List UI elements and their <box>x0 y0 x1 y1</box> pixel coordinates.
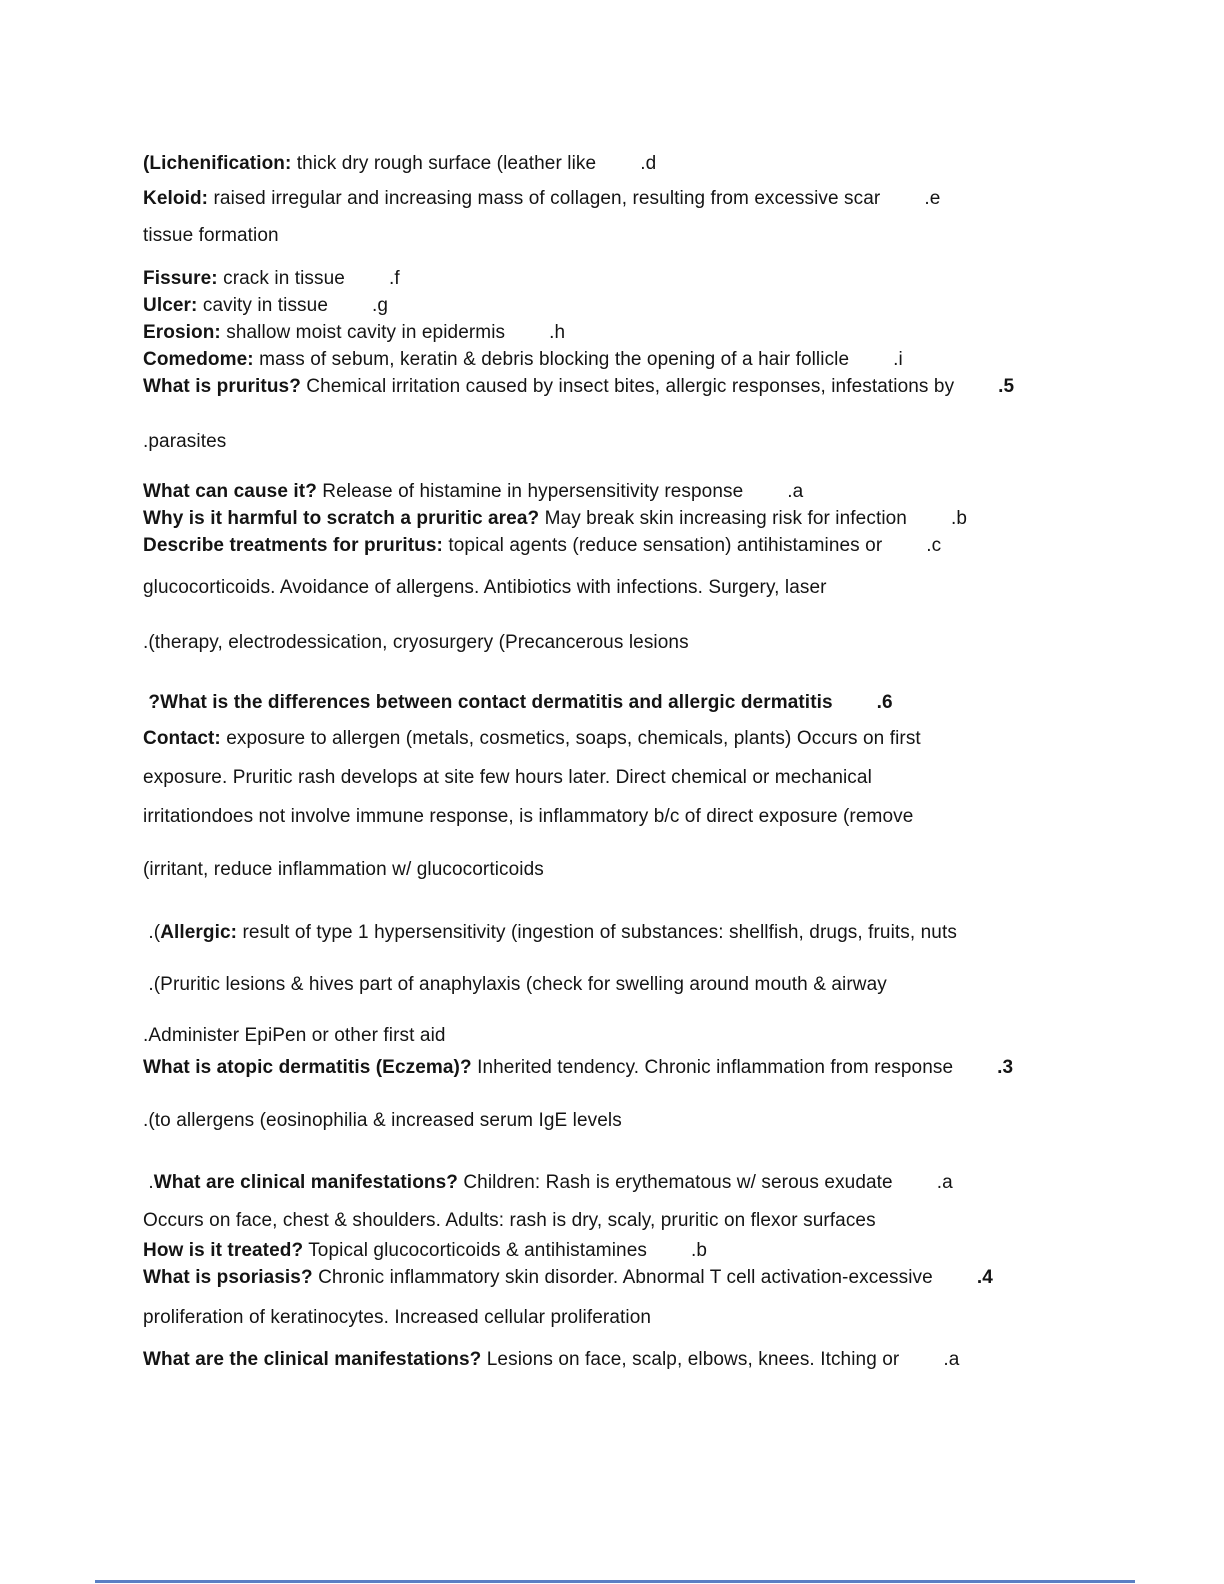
body-text: .(to allergens (eosinophilia & increased serum IgE levels <box>143 1110 622 1131</box>
body-text: thick dry rough surface (leather like <box>291 153 597 174</box>
bold-term: What is psoriasis? <box>143 1267 313 1288</box>
text-line <box>143 346 1134 373</box>
body-text: .( <box>143 922 161 943</box>
list-marker: .6 <box>876 692 893 713</box>
text-line <box>143 319 1134 346</box>
text-line <box>143 428 1134 455</box>
bold-term: What are clinical manifestations? <box>153 1172 458 1193</box>
bold-term: Allergic: <box>160 922 238 943</box>
body-text: exposure. Pruritic rash develops at site few hours later. Direct chemical or mechanical <box>143 767 872 788</box>
text-line <box>143 971 1134 998</box>
list-marker: .i <box>893 349 903 370</box>
text-line <box>143 1304 1134 1331</box>
list-marker: .f <box>388 268 400 289</box>
list-marker: .5 <box>998 376 1015 397</box>
body-text: topical agents (reduce sensation) antihistamines or <box>442 535 883 556</box>
text-line <box>143 265 1134 292</box>
text-line <box>143 1346 1134 1373</box>
body-text: Occurs on face, chest & shoulders. Adults: rash is dry, scaly, pruritic on flexor surfaces <box>143 1210 876 1231</box>
bold-term: Erosion: <box>143 322 221 343</box>
text-line <box>143 764 1134 791</box>
list-marker: .b <box>690 1240 708 1261</box>
list-marker: .e <box>924 188 941 209</box>
text-line <box>143 505 1134 532</box>
body-text: .(therapy, electrodessication, cryosurgery (Precancerous lesions <box>143 632 689 653</box>
bold-term: Ulcer: <box>143 295 198 316</box>
text-line <box>143 629 1134 656</box>
body-text: glucocorticoids. Avoidance of allergens. Antibiotics with infections. Surgery, laser <box>143 577 827 598</box>
bold-term: Contact: <box>143 728 221 749</box>
bold-term: What is pruritus? <box>143 376 301 397</box>
body-text: mass of sebum, keratin & debris blocking the opening of a hair follicle <box>253 349 850 370</box>
bold-term: Fissure: <box>143 268 218 289</box>
text-line <box>143 919 1134 946</box>
list-marker: .d <box>640 153 657 174</box>
list-marker: .a <box>787 481 804 502</box>
body-text: .Administer EpiPen or other first aid <box>143 1025 446 1046</box>
body-text: exposure to allergen (metals, cosmetics, soaps, chemicals, plants) Occurs on first <box>220 728 921 749</box>
text-line <box>143 1022 1134 1049</box>
bold-term: (Lichenification: <box>143 153 292 174</box>
list-marker: .3 <box>997 1057 1014 1078</box>
text-line <box>143 373 1134 400</box>
body-text: .(Pruritic lesions & hives part of anaphylaxis (check for swelling around mouth & airway <box>143 974 887 995</box>
text-line <box>143 1054 1134 1081</box>
body-text: tissue formation <box>143 225 279 246</box>
body-text: raised irregular and increasing mass of collagen, resulting from excessive scar <box>208 188 881 209</box>
text-line <box>143 478 1134 505</box>
text-line <box>143 292 1134 319</box>
bold-term: What can cause it? <box>143 481 317 502</box>
text-line <box>143 725 1134 752</box>
body-text: . <box>143 1172 154 1193</box>
body-text: (irritant, reduce inflammation w/ glucocorticoids <box>143 859 544 880</box>
text-line <box>143 1207 1134 1234</box>
bold-term: Why is it harmful to scratch a pruritic area? <box>143 508 540 529</box>
text-line <box>143 150 1134 177</box>
text-line <box>143 185 1134 212</box>
body-text: shallow moist cavity in epidermis <box>220 322 506 343</box>
body-text: May break skin increasing risk for infection <box>539 508 907 529</box>
list-marker: .a <box>936 1172 953 1193</box>
body-text: proliferation of keratinocytes. Increased cellular proliferation <box>143 1307 652 1328</box>
text-line <box>143 222 1134 249</box>
page-bottom-rule <box>95 1580 1135 1583</box>
body-text: Children: Rash is erythematous w/ serous exudate <box>457 1172 893 1193</box>
body-text: Chemical irritation caused by insect bites, allergic responses, infestations by <box>300 376 955 397</box>
body-text: crack in tissue <box>217 268 345 289</box>
text-line <box>143 1264 1134 1291</box>
text-line <box>143 532 1134 559</box>
text-line <box>143 1237 1134 1264</box>
list-marker: .c <box>926 535 942 556</box>
body-text: Inherited tendency. Chronic inflammation from response <box>471 1057 954 1078</box>
bold-term: How is it treated? <box>143 1240 304 1261</box>
list-marker: .4 <box>976 1267 993 1288</box>
bold-term: ?What is the differences between contact dermatitis and allergic dermatitis <box>143 692 833 713</box>
list-marker: .h <box>549 322 566 343</box>
text-line <box>143 1169 1134 1196</box>
body-text: .parasites <box>143 431 227 452</box>
bold-term: What are the clinical manifestations? <box>143 1349 482 1370</box>
body-text: cavity in tissue <box>197 295 328 316</box>
bold-term: Keloid: <box>143 188 209 209</box>
body-text: Chronic inflammatory skin disorder. Abnormal T cell activation-excessive <box>312 1267 933 1288</box>
body-text: Topical glucocorticoids & antihistamines <box>303 1240 647 1261</box>
bold-term: Describe treatments for pruritus: <box>143 535 443 556</box>
body-text: irritationdoes not involve immune response, is inflammatory b/c of direct exposure (remove <box>143 806 914 827</box>
body-text: Lesions on face, scalp, elbows, knees. Itching or <box>481 1349 900 1370</box>
bold-term: Comedome: <box>143 349 254 370</box>
list-marker: .b <box>950 508 968 529</box>
list-marker: .a <box>943 1349 960 1370</box>
bold-term: What is atopic dermatitis (Eczema)? <box>143 1057 472 1078</box>
list-marker: .g <box>372 295 389 316</box>
text-line <box>143 1107 1134 1134</box>
body-text: result of type 1 hypersensitivity (ingestion of substances: shellfish, drugs, fruits, nuts <box>237 922 957 943</box>
body-text: Release of histamine in hypersensitivity response <box>316 481 744 502</box>
text-line <box>143 803 1134 830</box>
text-line <box>143 574 1134 601</box>
text-line <box>143 856 1134 883</box>
text-line <box>143 689 1134 716</box>
